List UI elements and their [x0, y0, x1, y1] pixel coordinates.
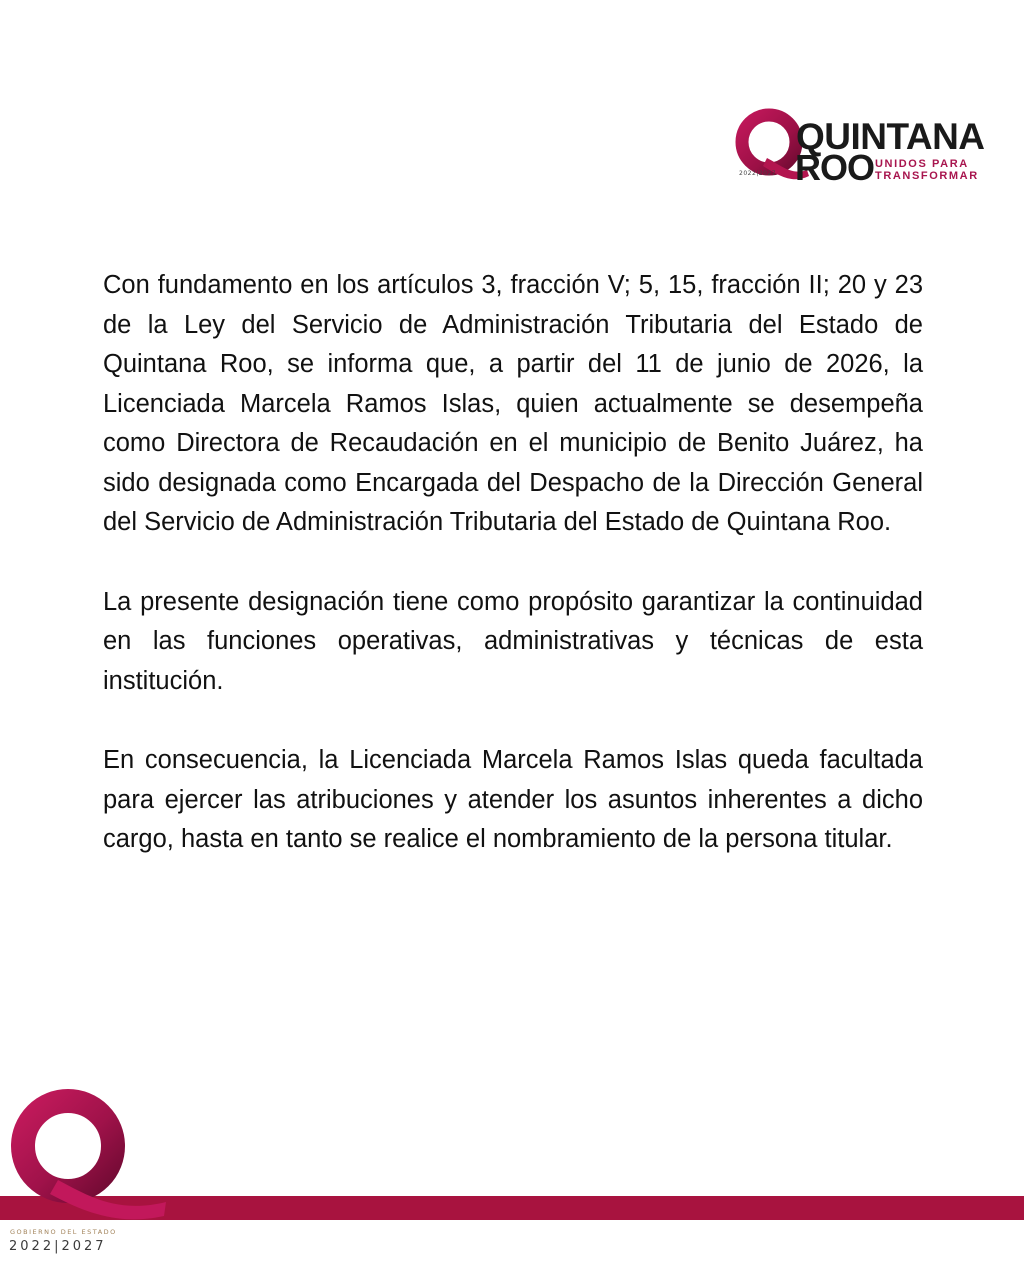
logo-tagline-line1: UNIDOS PARA — [875, 158, 969, 170]
logo-tagline — [875, 158, 979, 182]
header-logo — [733, 104, 985, 188]
logo-tagline-line2: TRANSFORMAR — [875, 170, 979, 182]
paragraph-purpose: La presente designación tiene como propósito garantizar la continuidad en las funciones operativas, administrativas y técnicas de esta institución. — [103, 587, 923, 695]
footer-government-label: GOBIERNO DEL ESTADO — [10, 1228, 117, 1236]
paragraph-legal-basis: Con fundamento en los artículos 3, fracción V; 5, 15, fracción II; 20 y 23 de la Ley del Servicio de Administración Tributaria del Estado de Quintana Roo, se informa que, a partir del 11 de junio de 2026, la Licenciada Marcela Ramos Islas, quien actualmente se desempeña como Directora de Recaudación en el municipio de Benito Juárez, ha sido designada como Encargada del Despacho de la Dirección General del Servicio de Administración Tributaria del Estado de Quintana Roo. — [103, 271, 923, 536]
paragraph-consequence: En consecuencia, la Licenciada Marcela Ramos Islas queda facultada para ejercer las atribuciones y atender los asuntos inherentes a dicho cargo, hasta en tanto se realice el nombramiento de la persona titular. — [103, 746, 923, 853]
footer-years: 2022|2027 — [9, 1239, 107, 1254]
logo-word-roo: ROO — [795, 147, 875, 188]
logo-years: 2022|2027 — [739, 170, 777, 177]
logo-word-quintana: QUINTANA — [796, 116, 985, 157]
footer-q-logo-icon — [0, 1084, 168, 1224]
document-body — [103, 266, 923, 900]
